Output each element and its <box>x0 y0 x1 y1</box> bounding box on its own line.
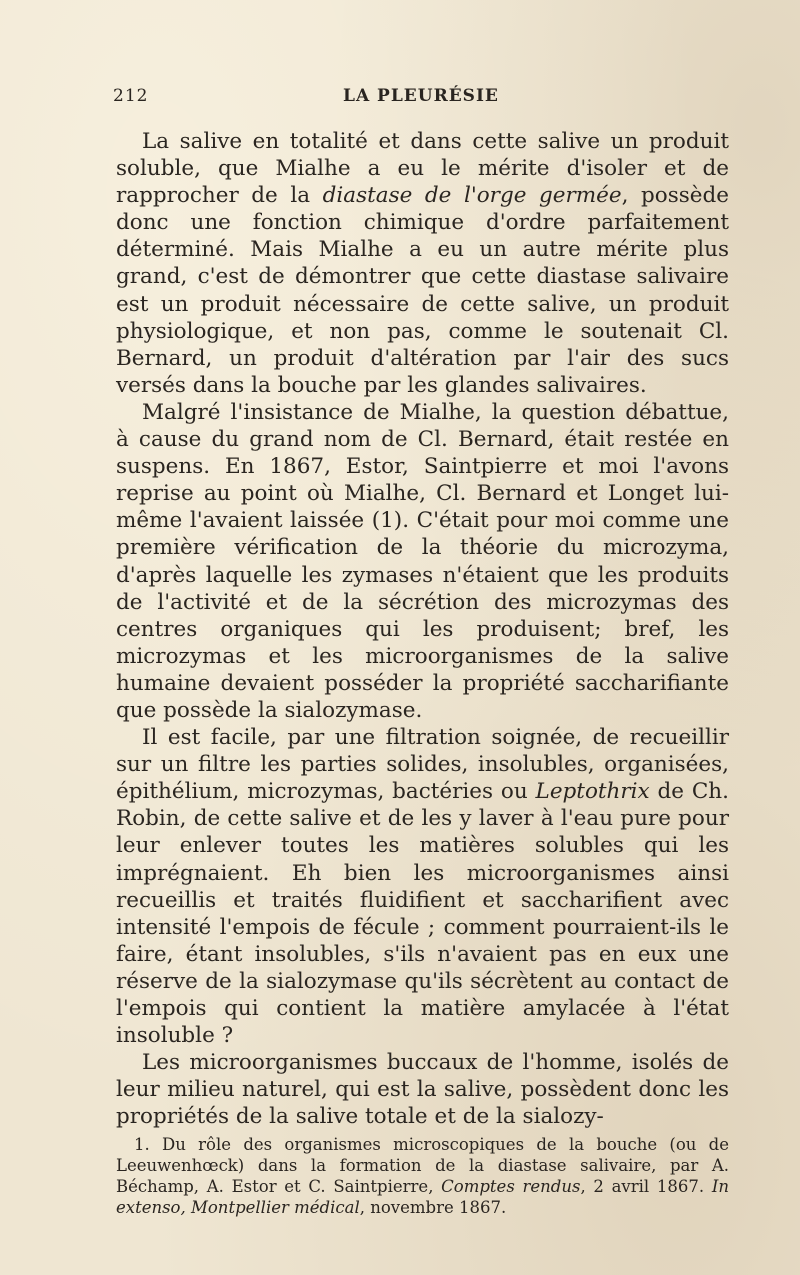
body-text <box>116 128 729 1130</box>
running-head <box>113 86 729 110</box>
running-title: LA PLEURÉSIE <box>343 86 499 106</box>
paragraph <box>116 128 729 399</box>
footnote-segment: 1. Du rôle des organismes microscopiques de la bouche (ou de Leeuwenhœck) dans la formation de la diastase salivaire, par A. Béchamp, A. Estor et C. Saintpierre, <box>116 1135 729 1196</box>
footnote-segment: , novembre 1867. <box>359 1198 507 1217</box>
footnote-italic: In extenso, Montpellier médical <box>116 1177 729 1217</box>
footnote-italic: Comptes rendus <box>441 1177 581 1196</box>
paragraph <box>116 724 729 1049</box>
page-number: 212 <box>113 86 149 106</box>
text-segment: Il est facile, par une filtration soignée, de recueillir sur un filtre les parties solides, insolubles, organisées, épithélium, microzymas, bactéries ou <box>116 725 729 805</box>
footnote-segment: , 2 avril 1867. <box>580 1177 712 1196</box>
paragraph <box>116 1049 729 1130</box>
italic-phrase: Leptothrix <box>535 779 650 805</box>
text-segment: de Ch. Robin, de cette salive et de les y laver à l'eau pure pour leur enlever toutes les matières solubles qui les imprégnaient. Eh bien les microorganismes ainsi recueillis et traités fluidifient et saccharifient avec intensité l'empois de fécule ; comment pourraient-ils le faire, étant insolubles, s'ils n'avaient pas en eux une réserve de la sialozymase qu'ils sécrètent au contact de l'empois qui contient la matière amylacée à l'état insoluble ? <box>116 779 729 1049</box>
text-segment: , possède donc une fonction chimique d'ordre parfaitement déterminé. Mais Mialhe a eu un autre mérite plus grand, c'est de démontrer que cette diastase salivaire est un produit nécessaire de cette salive, un produit physiologique, et non pas, comme le soutenait Cl. Bernard, un produit d'altération par l'air des sucs versés dans la bouche par les glandes salivaires. <box>116 183 730 398</box>
paragraph <box>116 399 729 724</box>
italic-phrase: diastase de l'orge germée <box>322 183 622 209</box>
text-segment: Malgré l'insistance de Mialhe, la question débattue, à cause du grand nom de Cl. Bernard, était restée en suspens. En 1867, Estor, Saintpierre et moi l'avons reprise au point où Mialhe, Cl. Bernard et Longet lui-même l'avaient laissée (1). C'était pour moi comme une première vérification de la théorie du microzyma, d'après laquelle les zymases n'étaient que les produits de l'activité et de la sécrétion des microzymas des centres organiques qui les produisent; bref, les microzymas et les microorganismes de la salive humaine devaient posséder la propriété saccharifiante que possède la sialozymase. <box>116 399 729 723</box>
footnote <box>116 1134 729 1218</box>
text-segment: Les microorganismes buccaux de l'homme, isolés de leur milieu naturel, qui est la salive, possèdent donc les propriétés de la salive totale et de la sialozy- <box>116 1050 729 1130</box>
text-segment: La salive en totalité et dans cette salive un produit soluble, que Mialhe a eu le mérite d'isoler et de rapprocher de la <box>116 129 729 209</box>
